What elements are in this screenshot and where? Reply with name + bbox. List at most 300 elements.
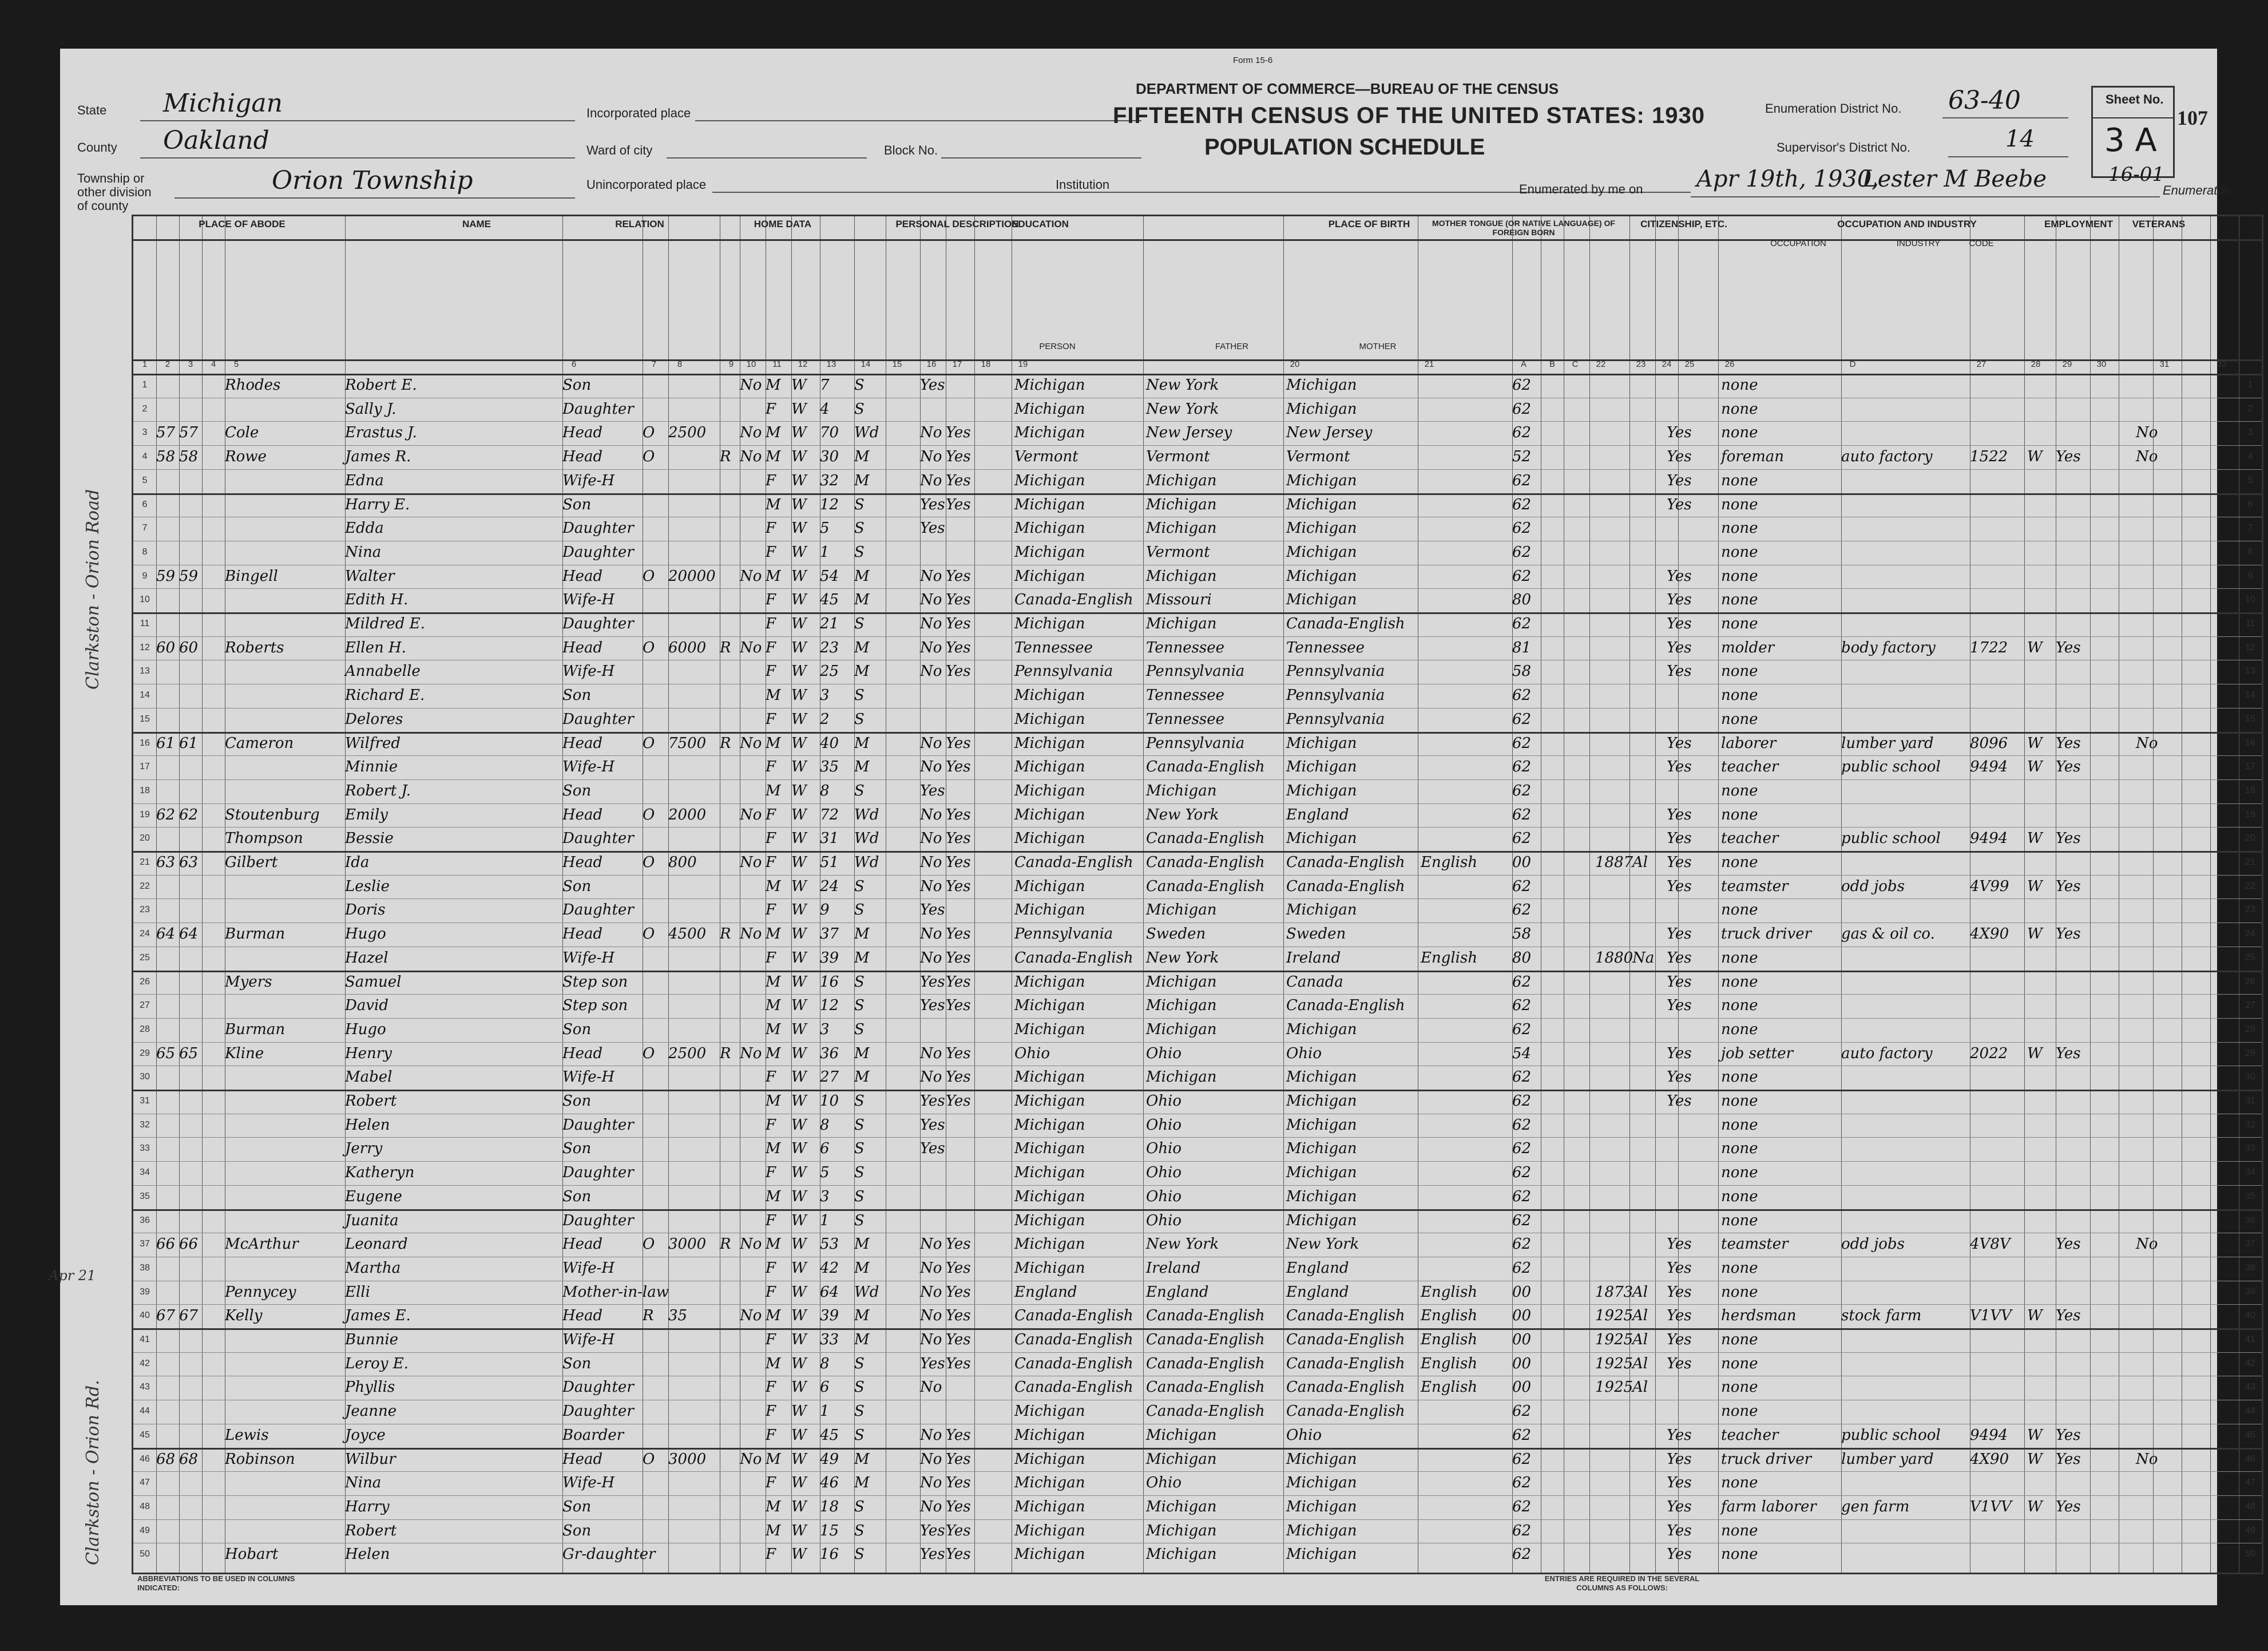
cell-mpob: Michigan <box>1286 1187 1357 1205</box>
cell-pob: Michigan <box>1014 1259 1085 1277</box>
row-number: 26 <box>140 976 150 987</box>
cell-race: W <box>791 377 807 394</box>
cell-given: Mabel <box>345 1068 392 1086</box>
cell-code: 58 <box>1512 925 1532 943</box>
cell-own: O <box>643 1450 655 1468</box>
cell-occ: farm laborer <box>1721 1498 1817 1515</box>
cell-given: Edith H. <box>345 591 409 609</box>
cell-race: W <box>791 663 807 680</box>
township-value: Orion Township <box>272 166 473 195</box>
column-number: 13 <box>826 359 836 369</box>
cell-eng: Yes <box>1667 1546 1692 1563</box>
cell-ind: lumber yard <box>1841 1450 1934 1468</box>
cell-pob: Michigan <box>1014 734 1085 752</box>
cell-read: Yes <box>946 949 971 967</box>
cell-code: 62 <box>1512 400 1532 418</box>
cell-ocode: 4X90 <box>1970 925 2009 943</box>
cell-pob: Michigan <box>1014 1140 1085 1158</box>
cell-occ: teamster <box>1721 877 1789 895</box>
cell-fpob: Michigan <box>1146 472 1217 489</box>
cell-eng: Yes <box>1667 1474 1692 1492</box>
cell-given: Katheryn <box>345 1164 415 1182</box>
census-grid <box>132 215 2263 1574</box>
cell-tongue: English <box>1421 1283 1478 1301</box>
cell-eng: Yes <box>1667 1092 1692 1110</box>
row-number-right: 40 <box>2245 1310 2255 1321</box>
cell-farm: No <box>740 424 762 442</box>
cell-age: 18 <box>820 1498 839 1515</box>
column-number: 17 <box>952 359 962 369</box>
cell-occ: none <box>1721 1259 1758 1277</box>
cell-code: 00 <box>1512 854 1532 871</box>
cell-age: 8 <box>820 1116 830 1134</box>
cell-given: Hazel <box>345 949 388 967</box>
cell-mar: M <box>854 448 870 466</box>
cell-sex: F <box>766 1403 776 1420</box>
cell-nat: Al <box>1632 1283 1648 1301</box>
cell-mpob: Pennsylvania <box>1286 710 1385 728</box>
cell-fpob: Canada-English <box>1146 1307 1265 1325</box>
row-number-right: 38 <box>2245 1262 2255 1273</box>
cell-pob: Michigan <box>1014 877 1085 895</box>
row-number: 49 <box>140 1525 150 1535</box>
cell-mar: M <box>854 591 870 609</box>
cell-mar: M <box>854 639 870 656</box>
cell-imm: 1925 <box>1595 1307 1633 1325</box>
cell-read: Yes <box>946 806 971 823</box>
row-number: 1 <box>142 380 148 390</box>
column-number: 26 <box>1724 359 1735 369</box>
sheet-box-divider <box>2093 117 2173 118</box>
cell-farm: No <box>740 1450 762 1468</box>
cell-farm: No <box>740 639 762 656</box>
cell-given: Leonard <box>345 1236 408 1253</box>
cell-fpob: Ohio <box>1146 1140 1182 1158</box>
enumerator-label: Enumerator. <box>2163 183 2232 197</box>
cell-sch: No <box>920 1259 942 1277</box>
cell-mar: M <box>854 567 870 585</box>
cell-mar: M <box>854 758 870 776</box>
cell-sch: No <box>920 854 942 871</box>
cell-vet: No <box>2136 1450 2158 1468</box>
cell-ind: odd jobs <box>1841 1236 1905 1253</box>
row-number-right: 17 <box>2245 762 2255 772</box>
row-number: 33 <box>140 1143 150 1154</box>
cell-sex: M <box>766 567 781 585</box>
cell-surname: Cole <box>225 424 259 442</box>
column-number: 11 <box>772 359 782 369</box>
cell-mar: S <box>854 1116 865 1134</box>
row-number-right: 12 <box>2245 642 2255 652</box>
cell-race: W <box>791 854 807 871</box>
margin-note: 16-01 <box>2108 163 2165 186</box>
cell-race: W <box>791 782 807 799</box>
cell-sch: No <box>920 1426 942 1444</box>
cell-fam: 58 <box>179 448 199 466</box>
cell-code: 00 <box>1512 1331 1532 1348</box>
cell-sex: F <box>766 949 776 967</box>
cell-given: Jerry <box>345 1140 383 1158</box>
cell-occ: none <box>1721 1187 1758 1205</box>
cell-given: Sally J. <box>345 400 396 418</box>
cell-occ: none <box>1721 400 1758 418</box>
row-number-right: 6 <box>2247 499 2253 509</box>
cell-code: 62 <box>1512 543 1532 561</box>
cell-age: 24 <box>820 877 839 895</box>
cell-emp: Yes <box>2056 734 2081 752</box>
cell-rel: Head <box>562 1236 603 1253</box>
cell-fpob: Canada-English <box>1146 877 1265 895</box>
cell-rel: Wife-H <box>562 663 615 680</box>
cell-race: W <box>791 1426 807 1444</box>
row-number: 5 <box>142 475 148 485</box>
cell-eng: Yes <box>1667 1307 1692 1325</box>
cell-mpob: England <box>1286 1259 1349 1277</box>
cell-dw: 62 <box>156 806 176 823</box>
cell-cls: W <box>2027 1307 2043 1325</box>
cell-sex: F <box>766 472 776 489</box>
cell-dw: 68 <box>156 1450 176 1468</box>
cell-read: Yes <box>946 854 971 871</box>
row-number: 13 <box>140 666 150 676</box>
cell-eng: Yes <box>1667 1426 1692 1444</box>
cell-sch: Yes <box>920 1355 945 1372</box>
cell-vet: No <box>2136 734 2158 752</box>
cell-sex: F <box>766 1211 776 1229</box>
cell-race: W <box>791 639 807 656</box>
cell-rel: Head <box>562 734 603 752</box>
cell-tongue: English <box>1421 854 1478 871</box>
cell-sch: No <box>920 448 942 466</box>
cell-age: 3 <box>820 1187 830 1205</box>
cell-eng: Yes <box>1667 1331 1692 1348</box>
cell-pob: Michigan <box>1014 1426 1085 1444</box>
cell-sex: M <box>766 782 781 799</box>
cell-own: O <box>643 854 655 871</box>
row-number-right: 13 <box>2245 666 2255 676</box>
cell-emp: Yes <box>2056 1307 2081 1325</box>
cell-given: Erastus J. <box>345 424 417 442</box>
cell-occ: teacher <box>1721 758 1779 776</box>
cell-sch: Yes <box>920 520 945 537</box>
cell-race: W <box>791 1355 807 1372</box>
cell-age: 15 <box>820 1522 839 1539</box>
row-number-right: 30 <box>2245 1072 2255 1082</box>
cell-mar: M <box>854 663 870 680</box>
cell-own: O <box>643 806 655 823</box>
cell-dw: 61 <box>156 734 176 752</box>
cell-age: 3 <box>820 1020 830 1038</box>
cell-mpob: Michigan <box>1286 520 1357 537</box>
cell-dw: 66 <box>156 1236 176 1253</box>
cell-code: 62 <box>1512 997 1532 1015</box>
cell-mpob: Canada-English <box>1286 1307 1405 1325</box>
cell-rel: Daughter <box>562 830 634 848</box>
cell-mar: S <box>854 1546 865 1563</box>
cell-fpob: Michigan <box>1146 1020 1217 1038</box>
cell-sch: Yes <box>920 973 945 991</box>
cell-val: 20000 <box>668 567 716 585</box>
cell-sch: No <box>920 663 942 680</box>
cell-occ: none <box>1721 1164 1758 1182</box>
cell-mar: S <box>854 877 865 895</box>
cell-mar: M <box>854 1307 870 1325</box>
cell-mar: M <box>854 472 870 489</box>
column-number: 7 <box>651 359 657 369</box>
column-number: 25 <box>1684 359 1695 369</box>
cell-occ: none <box>1721 949 1758 967</box>
group-occupation-industry: OCCUPATION AND INDUSTRY <box>1837 219 1977 229</box>
cell-race: W <box>791 758 807 776</box>
cell-code: 62 <box>1512 901 1532 919</box>
cell-given: Wilfred <box>345 734 401 752</box>
cell-mpob: Tennessee <box>1286 639 1365 656</box>
cell-occ: molder <box>1721 639 1775 656</box>
cell-fpob: Canada-English <box>1146 1403 1265 1420</box>
cell-own: O <box>643 734 655 752</box>
cell-mar: S <box>854 1355 865 1372</box>
cell-occ: none <box>1721 1140 1758 1158</box>
cell-sex: F <box>766 1379 776 1396</box>
cell-fpob: Michigan <box>1146 615 1217 632</box>
cell-fpob: New York <box>1146 949 1219 967</box>
cell-race: W <box>791 1546 807 1563</box>
cell-mpob: Michigan <box>1286 377 1357 394</box>
cell-pob: Michigan <box>1014 1116 1085 1134</box>
cell-farm: No <box>740 1307 762 1325</box>
cell-pob: Michigan <box>1014 997 1085 1015</box>
grid-vertical-line <box>2153 216 2154 1573</box>
block-label: Block No. <box>884 143 938 157</box>
cell-age: 7 <box>820 377 830 394</box>
cell-code: 62 <box>1512 1546 1532 1563</box>
cell-occ: none <box>1721 1283 1758 1301</box>
cell-age: 46 <box>820 1474 839 1492</box>
row-number: 10 <box>140 595 150 605</box>
township-label: Township or other division of county <box>77 171 152 213</box>
cell-mar: S <box>854 1164 865 1182</box>
cell-sex: F <box>766 806 776 823</box>
cell-read: Yes <box>946 1498 971 1515</box>
cell-sch: No <box>920 949 942 967</box>
cell-cls: W <box>2027 877 2043 895</box>
cell-pob: Michigan <box>1014 615 1085 632</box>
cell-mpob: Michigan <box>1286 1068 1357 1086</box>
cell-given: Richard E. <box>345 687 425 704</box>
column-number: 9 <box>728 359 734 369</box>
cell-race: W <box>791 615 807 632</box>
cell-own: O <box>643 639 655 656</box>
cell-fpob: Pennsylvania <box>1146 663 1245 680</box>
row-number-right: 43 <box>2245 1382 2255 1392</box>
cell-nat: Na <box>1632 949 1655 967</box>
enum-district-label: Enumeration District No. <box>1765 101 1902 116</box>
column-number: C <box>1572 359 1579 369</box>
cell-age: 23 <box>820 639 839 656</box>
column-number: 16 <box>926 359 937 369</box>
cell-read: Yes <box>946 830 971 848</box>
cell-race: W <box>791 949 807 967</box>
cell-eng: Yes <box>1667 424 1692 442</box>
cell-read: Yes <box>946 1450 971 1468</box>
cell-code: 62 <box>1512 1522 1532 1539</box>
cell-fpob: Michigan <box>1146 973 1217 991</box>
cell-fpob: New York <box>1146 1236 1219 1253</box>
cell-sch: No <box>920 1474 942 1492</box>
row-number: 20 <box>140 833 150 844</box>
row-number: 44 <box>140 1406 150 1416</box>
column-number: B <box>1549 359 1555 369</box>
cell-pob: Michigan <box>1014 520 1085 537</box>
cell-eng: Yes <box>1667 877 1692 895</box>
cell-code: 58 <box>1512 663 1532 680</box>
cell-age: 36 <box>820 1044 839 1062</box>
cell-surname: Bingell <box>225 567 278 585</box>
cell-occ: none <box>1721 615 1758 632</box>
cell-fpob: New Jersey <box>1146 424 1232 442</box>
cell-given: Annabelle <box>345 663 421 680</box>
cell-mpob: Michigan <box>1286 567 1357 585</box>
cell-race: W <box>791 1379 807 1396</box>
group-personal-description: PERSONAL DESCRIPTION <box>895 219 1019 229</box>
cell-mar: S <box>854 901 865 919</box>
cell-race: W <box>791 472 807 489</box>
cell-code: 62 <box>1512 1020 1532 1038</box>
cell-read: Yes <box>946 472 971 489</box>
cell-eng: Yes <box>1667 973 1692 991</box>
cell-mpob: Michigan <box>1286 782 1357 799</box>
cell-pob: Michigan <box>1014 973 1085 991</box>
row-number-right: 26 <box>2245 976 2255 987</box>
cell-pob: Michigan <box>1014 543 1085 561</box>
cell-pob: Michigan <box>1014 1474 1085 1492</box>
cell-sch: No <box>920 1379 942 1396</box>
cell-pob: Pennsylvania <box>1014 663 1113 680</box>
cell-mar: Wd <box>854 854 879 871</box>
cell-mar: S <box>854 1426 865 1444</box>
cell-sch: No <box>920 1331 942 1348</box>
cell-sch: No <box>920 1283 942 1301</box>
cell-mpob: Canada-English <box>1286 877 1405 895</box>
cell-ind: auto factory <box>1841 1044 1933 1062</box>
cell-own: O <box>643 567 655 585</box>
cell-farm: No <box>740 567 762 585</box>
cell-mpob: Canada-English <box>1286 1331 1405 1348</box>
cell-read: Yes <box>946 1426 971 1444</box>
cell-nat: Al <box>1632 854 1648 871</box>
cell-rel: Gr-daughter <box>562 1546 656 1563</box>
grid-vertical-line <box>202 216 203 1573</box>
cell-fpob: Vermont <box>1146 543 1210 561</box>
cell-given: Ida <box>345 854 370 871</box>
cell-given: Harry <box>345 1498 390 1515</box>
row-number-right: 1 <box>2247 380 2253 390</box>
row-number: 8 <box>142 547 148 557</box>
row-number-right: 23 <box>2245 905 2255 915</box>
row-number-right: 49 <box>2245 1525 2255 1535</box>
column-number: 2 <box>165 359 171 369</box>
cell-fam: 59 <box>179 567 199 585</box>
cell-eng: Yes <box>1667 758 1692 776</box>
cell-code: 62 <box>1512 1211 1532 1229</box>
row-number: 25 <box>140 952 150 963</box>
cell-given: Eugene <box>345 1187 402 1205</box>
cell-mpob: Michigan <box>1286 1140 1357 1158</box>
cell-fpob: Canada-English <box>1146 758 1265 776</box>
cell-sex: M <box>766 1187 781 1205</box>
cell-occ: none <box>1721 854 1758 871</box>
cell-age: 1 <box>820 1211 830 1229</box>
cell-code: 81 <box>1512 639 1532 656</box>
cell-read: Yes <box>946 1546 971 1563</box>
cell-sch: Yes <box>920 782 945 799</box>
cell-mar: S <box>854 782 865 799</box>
cell-occ: teacher <box>1721 830 1779 848</box>
row-number-right: 39 <box>2245 1286 2255 1297</box>
cell-surname: Burman <box>225 1020 286 1038</box>
cell-code: 62 <box>1512 472 1532 489</box>
cell-pob: Michigan <box>1014 400 1085 418</box>
cell-occ: foreman <box>1721 448 1784 466</box>
cell-tongue: English <box>1421 1355 1478 1372</box>
row-number: 9 <box>142 571 148 581</box>
group-citizenship: CITIZENSHIP, ETC. <box>1640 219 1727 229</box>
cell-rel: Son <box>562 877 592 895</box>
enum-district-value: 63-40 <box>1948 86 2021 115</box>
cell-race: W <box>791 1068 807 1086</box>
row-number-right: 7 <box>2247 523 2253 533</box>
cell-sex: F <box>766 1283 776 1301</box>
cell-read: Yes <box>946 663 971 680</box>
department-title: DEPARTMENT OF COMMERCE—BUREAU OF THE CENSUS <box>1136 80 1559 97</box>
cell-code: 62 <box>1512 1236 1532 1253</box>
cell-mpob: Michigan <box>1286 496 1357 513</box>
cell-sex: F <box>766 1259 776 1277</box>
cell-emp: Yes <box>2056 877 2081 895</box>
cell-eng: Yes <box>1667 925 1692 943</box>
cell-read: Yes <box>946 1068 971 1086</box>
cell-race: W <box>791 400 807 418</box>
cell-age: 12 <box>820 496 839 513</box>
cell-age: 1 <box>820 1403 830 1420</box>
grid-vertical-line <box>1718 216 1719 1573</box>
cell-code: 62 <box>1512 1450 1532 1468</box>
schedule-title: POPULATION SCHEDULE <box>1204 134 1485 160</box>
grid-vertical-line <box>1655 216 1656 1573</box>
cell-code: 62 <box>1512 1164 1532 1182</box>
cell-pob: Canada-English <box>1014 1331 1133 1348</box>
row-number-right: 4 <box>2247 452 2253 462</box>
cell-mpob: Michigan <box>1286 1474 1357 1492</box>
cell-age: 1 <box>820 543 830 561</box>
cell-eng: Yes <box>1667 1236 1692 1253</box>
cell-given: Nina <box>345 543 382 561</box>
cell-imm: 1925 <box>1595 1379 1633 1396</box>
cell-sch: No <box>920 472 942 489</box>
cell-read: Yes <box>946 1236 971 1253</box>
cell-cls: W <box>2027 1498 2043 1515</box>
cell-surname: Lewis <box>225 1426 269 1444</box>
column-number: 1 <box>142 359 148 369</box>
cell-own: R <box>643 1307 654 1325</box>
cell-rel: Wife-H <box>562 1259 615 1277</box>
cell-mar: M <box>854 1331 870 1348</box>
cell-code: 62 <box>1512 615 1532 632</box>
cell-mpob: Michigan <box>1286 1164 1357 1182</box>
cell-occ: none <box>1721 567 1758 585</box>
grid-header-line <box>133 359 2262 361</box>
cell-rel: Son <box>562 1498 592 1515</box>
